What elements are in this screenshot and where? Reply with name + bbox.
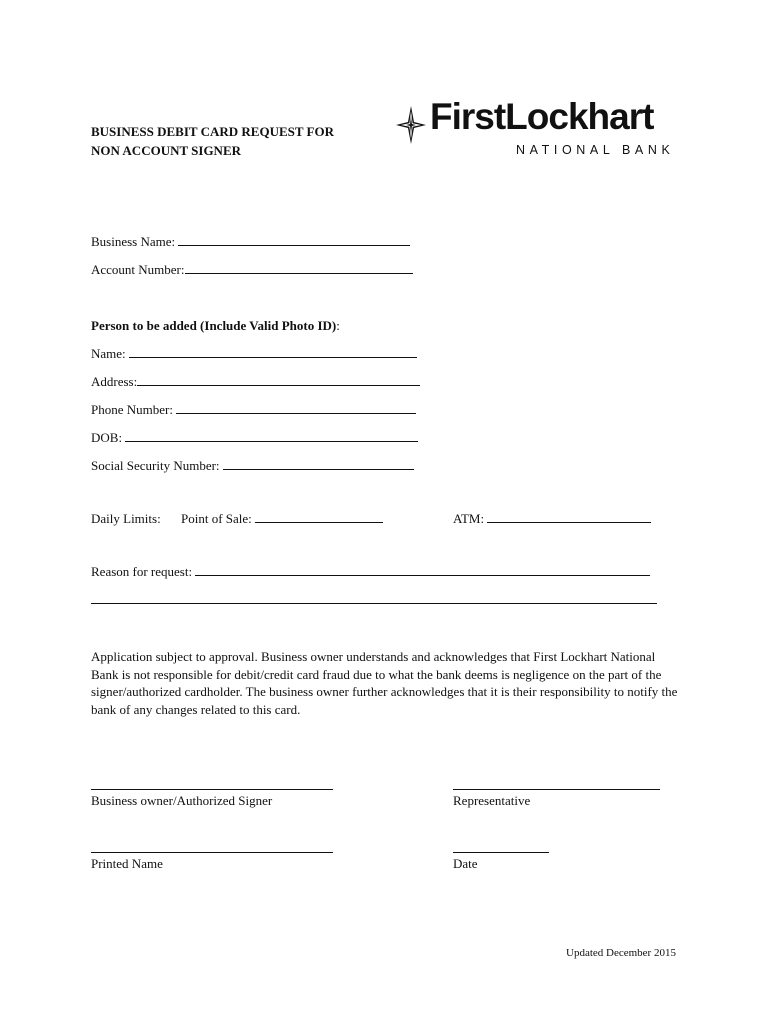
- printed-name-line[interactable]: [91, 841, 333, 853]
- name-field[interactable]: [91, 346, 417, 362]
- point-of-sale-line[interactable]: [255, 511, 383, 523]
- bank-logo: [396, 96, 686, 160]
- representative-line-wrap[interactable]: [453, 778, 660, 794]
- point-of-sale-label: Point of Sale:: [181, 511, 252, 526]
- representative-label: Representative: [453, 793, 531, 808]
- owner-signature-label: Business owner/Authorized Signer: [91, 793, 273, 808]
- compass-star-icon: [396, 106, 426, 144]
- phone-label: Phone Number:: [91, 402, 173, 417]
- account-number-label: Account Number:: [91, 262, 185, 277]
- dob-field[interactable]: [91, 430, 418, 446]
- reason-line-1[interactable]: [195, 564, 650, 576]
- name-label: Name:: [91, 346, 126, 361]
- daily-limits-label: Daily Limits:: [91, 511, 161, 526]
- person-heading: [91, 318, 340, 334]
- reason-line-2-wrap[interactable]: [91, 592, 657, 608]
- owner-signature-line[interactable]: [91, 778, 333, 790]
- atm-line[interactable]: [487, 511, 651, 523]
- owner-signature-line-wrap[interactable]: [91, 778, 333, 794]
- atm-label: ATM:: [453, 511, 485, 526]
- ssn-label: Social Security Number:: [91, 458, 220, 473]
- account-number-line[interactable]: [185, 262, 413, 274]
- form-title: [91, 122, 334, 160]
- disclaimer-text: Application subject to approval. Business owner understands and acknowledges that First Lockhart National Bank is not responsible for debit/credit card fraud due to what the bank deems is negligence on the part of the signer/authorized cardholder. The business owner further acknowledges that it is their responsibility to notify the bank of any changes related to this card.: [91, 649, 678, 717]
- address-line[interactable]: [137, 374, 420, 386]
- address-label: Address:: [91, 374, 138, 389]
- reason-field[interactable]: [91, 564, 650, 580]
- form-title-line1: BUSINESS DEBIT CARD REQUEST FOR: [91, 124, 334, 139]
- dob-line[interactable]: [125, 430, 418, 442]
- form-title-line2: NON ACCOUNT SIGNER: [91, 143, 242, 158]
- reason-line-2[interactable]: [91, 592, 657, 604]
- date-label: Date: [453, 856, 478, 871]
- date-line-wrap[interactable]: [453, 841, 549, 857]
- atm-field[interactable]: [453, 511, 651, 527]
- date-line[interactable]: [453, 841, 549, 853]
- bank-logo-tagline: NATIONAL BANK: [516, 143, 675, 157]
- bank-logo-name: FirstLockhart: [430, 96, 654, 137]
- business-name-line[interactable]: [178, 234, 410, 246]
- account-number-field[interactable]: [91, 262, 413, 278]
- representative-line[interactable]: [453, 778, 660, 790]
- reason-label: Reason for request:: [91, 564, 193, 579]
- phone-field[interactable]: [91, 402, 416, 418]
- dob-label: DOB:: [91, 430, 123, 445]
- updated-note: Updated December 2015: [566, 947, 676, 959]
- ssn-field[interactable]: [91, 458, 414, 474]
- name-line[interactable]: [129, 346, 417, 358]
- ssn-line[interactable]: [223, 458, 414, 470]
- phone-line[interactable]: [176, 402, 416, 414]
- point-of-sale-field[interactable]: [181, 511, 383, 527]
- business-name-label: Business Name:: [91, 234, 176, 249]
- address-field[interactable]: [91, 374, 420, 390]
- printed-name-line-wrap[interactable]: [91, 841, 333, 857]
- person-heading-colon: :: [336, 318, 340, 333]
- business-name-field[interactable]: [91, 234, 410, 250]
- person-heading-text: Person to be added (Include Valid Photo ID): [91, 318, 337, 333]
- printed-name-label: Printed Name: [91, 856, 163, 871]
